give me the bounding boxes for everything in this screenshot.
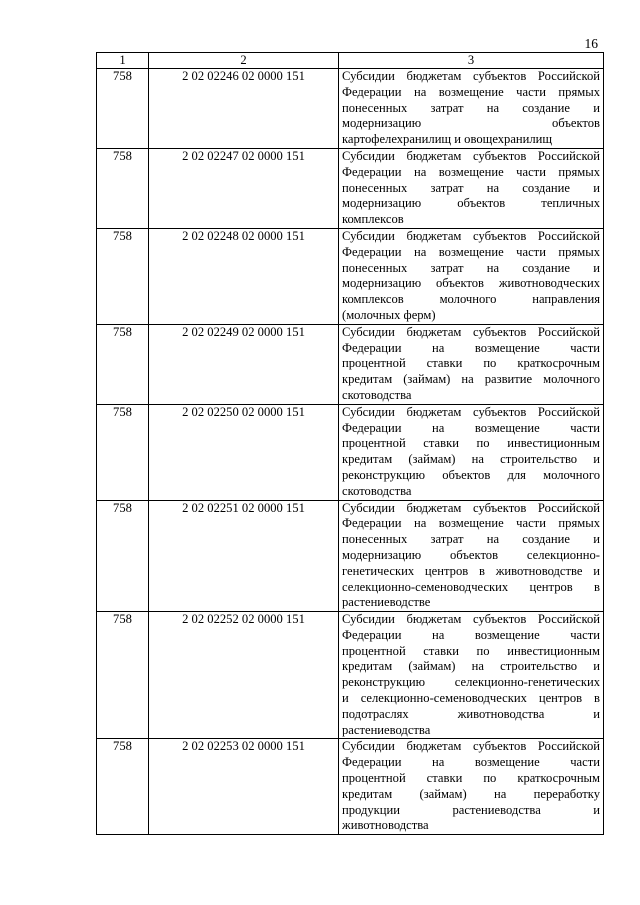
budget-code-cell: 2 02 02252 02 0000 151	[149, 612, 339, 739]
table-row	[97, 612, 604, 739]
revenue-name-line: картофелехранилищ и овощехранилищ	[342, 132, 553, 147]
budget-code-cell: 2 02 02251 02 0000 151	[149, 500, 339, 612]
revenue-name-line: Субсидии бюджетам субъектов Российской	[342, 404, 600, 419]
table-row	[97, 228, 604, 324]
revenue-name-line: скотоводства	[342, 483, 412, 498]
revenue-name-line: понесенных затрат на создание и	[342, 532, 600, 547]
budget-code-cell: 2 02 02248 02 0000 151	[149, 228, 339, 324]
revenue-name-cell	[339, 500, 604, 612]
revenue-name-line: понесенных затрат на создание и	[342, 180, 600, 195]
revenue-name-line: понесенных затрат на создание и	[342, 100, 600, 115]
revenue-name-cell	[339, 69, 604, 149]
revenue-name-line: и селекционно-семеноводческих центров в	[342, 691, 600, 706]
revenue-name-line: растениеводстве	[342, 595, 431, 610]
header-row	[97, 53, 604, 69]
revenue-name-line: Субсидии бюджетам субъектов Российской	[342, 324, 600, 339]
revenue-name-line: Федерации на возмещение части прямых	[342, 244, 600, 259]
revenue-name-cell	[339, 404, 604, 500]
revenue-name-line: комплексов молочного направления	[342, 292, 600, 307]
revenue-name-line: селекционно-семеноводческих центров в	[342, 579, 600, 594]
revenue-name-line: Федерации на возмещение части прямых	[342, 164, 600, 179]
budget-classification-table	[96, 52, 604, 835]
admin-code-cell: 758	[97, 500, 149, 612]
revenue-name-line: кредитам (займам) на строительство и	[342, 659, 600, 674]
budget-code-cell: 2 02 02253 02 0000 151	[149, 739, 339, 835]
revenue-name-line: модернизацию объектов селекционно-	[342, 547, 600, 562]
revenue-name-line: Субсидии бюджетам субъектов Российской	[342, 148, 600, 163]
revenue-name-line: Субсидии бюджетам субъектов Российской	[342, 69, 600, 83]
revenue-name-line: Федерации на возмещение части	[342, 340, 600, 355]
table-row	[97, 739, 604, 835]
revenue-name-line: генетических центров в животноводстве и	[342, 563, 600, 578]
table-header	[97, 53, 604, 69]
revenue-name-line: кредитам (займам) на строительство и	[342, 452, 600, 467]
admin-code-cell: 758	[97, 404, 149, 500]
table-row	[97, 69, 604, 149]
revenue-name-line: Субсидии бюджетам субъектов Российской	[342, 228, 600, 243]
revenue-name-line: реконструкцию селекционно-генетических	[342, 675, 600, 690]
revenue-name-line: понесенных затрат на создание и	[342, 260, 600, 275]
budget-code-cell: 2 02 02247 02 0000 151	[149, 148, 339, 228]
header-col-3: 3	[339, 53, 604, 69]
revenue-name-line: кредитам (займам) на развитие молочного	[342, 372, 600, 387]
budget-code-cell: 2 02 02246 02 0000 151	[149, 69, 339, 149]
admin-code-cell: 758	[97, 69, 149, 149]
revenue-name-line: комплексов	[342, 212, 404, 227]
revenue-name-line: продукции растениеводства и	[342, 802, 600, 817]
revenue-name-line: животноводства	[342, 818, 429, 833]
revenue-name-line: Субсидии бюджетам субъектов Российской	[342, 500, 600, 515]
admin-code-cell: 758	[97, 228, 149, 324]
revenue-name-line: Субсидии бюджетам субъектов Российской	[342, 739, 600, 754]
revenue-name-line: подотраслях животноводства и	[342, 706, 600, 721]
revenue-name-cell	[339, 228, 604, 324]
revenue-name-line: кредитам (займам) на переработку	[342, 786, 600, 801]
revenue-name-line: процентной ставки по краткосрочным	[342, 356, 600, 371]
admin-code-cell: 758	[97, 148, 149, 228]
revenue-name-line: Федерации на возмещение части прямых	[342, 516, 600, 531]
revenue-name-line: Федерации на возмещение части прямых	[342, 84, 600, 99]
revenue-name-line: модернизацию объектов тепличных	[342, 196, 600, 211]
admin-code-cell: 758	[97, 612, 149, 739]
revenue-name-line: модернизацию объектов	[342, 116, 600, 131]
table-row	[97, 404, 604, 500]
page-number: 16	[584, 36, 598, 51]
revenue-name-cell	[339, 739, 604, 835]
revenue-name-line: растениеводства	[342, 722, 431, 737]
revenue-name-line: модернизацию объектов животноводческих	[342, 276, 600, 291]
revenue-name-line: реконструкцию объектов для молочного	[342, 467, 600, 482]
revenue-name-cell	[339, 148, 604, 228]
admin-code-cell: 758	[97, 324, 149, 404]
table-body	[97, 69, 604, 835]
revenue-name-line: Федерации на возмещение части	[342, 420, 600, 435]
table-row	[97, 324, 604, 404]
revenue-name-line: процентной ставки по инвестиционным	[342, 436, 600, 451]
header-col-2: 2	[149, 53, 339, 69]
revenue-name-line: процентной ставки по инвестиционным	[342, 643, 600, 658]
revenue-name-line: (молочных ферм)	[342, 307, 436, 322]
revenue-name-cell	[339, 612, 604, 739]
revenue-name-line: скотоводства	[342, 387, 412, 402]
budget-code-cell: 2 02 02250 02 0000 151	[149, 404, 339, 500]
revenue-name-line: Федерации на возмещение части	[342, 755, 600, 770]
budget-code-cell: 2 02 02249 02 0000 151	[149, 324, 339, 404]
revenue-name-line: Субсидии бюджетам субъектов Российской	[342, 612, 600, 627]
revenue-name-line: Федерации на возмещение части	[342, 627, 600, 642]
table-row	[97, 500, 604, 612]
revenue-name-line: процентной ставки по краткосрочным	[342, 771, 600, 786]
header-col-1: 1	[97, 53, 149, 69]
revenue-name-cell	[339, 324, 604, 404]
table-row	[97, 148, 604, 228]
admin-code-cell: 758	[97, 739, 149, 835]
